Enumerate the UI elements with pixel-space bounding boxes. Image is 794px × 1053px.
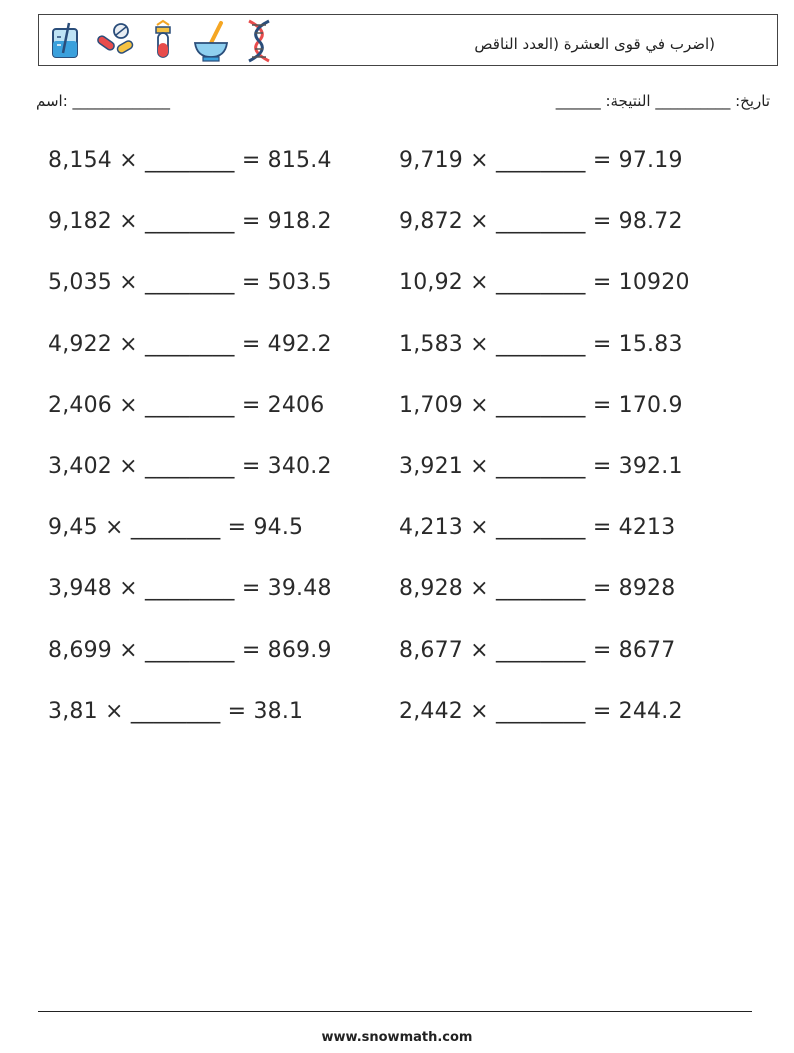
footer-divider: [38, 1011, 752, 1012]
problem-item: [48, 148, 332, 173]
answer-blank[interactable]: ________: [130, 698, 221, 724]
problem-operand: 2,442: [399, 698, 463, 724]
problem-item: [399, 270, 690, 295]
answer-blank[interactable]: ________: [145, 454, 235, 479]
problem-operand: 9,719: [399, 148, 463, 173]
times-sign: ×: [97, 515, 131, 541]
answer-blank[interactable]: ________: [145, 637, 235, 663]
equals-sign: =: [585, 454, 619, 479]
footer-url: www.snowmath.com: [321, 1030, 473, 1045]
problem-operand: 3,81: [48, 698, 98, 724]
problem-result: 8928: [618, 576, 676, 602]
times-sign: ×: [462, 576, 497, 602]
times-sign: ×: [462, 515, 497, 541]
mortar-pestle-icon: [191, 19, 231, 63]
problem-item: [48, 454, 332, 479]
answer-blank[interactable]: ________: [145, 270, 235, 296]
equals-sign: =: [585, 270, 619, 296]
beaker-icon: [47, 19, 87, 63]
problem-operand: 8,154: [48, 148, 112, 173]
pills-icon: [95, 19, 135, 63]
answer-blank[interactable]: ________: [496, 637, 586, 663]
equals-sign: =: [234, 576, 268, 602]
equals-sign: =: [585, 392, 619, 418]
problem-item: [399, 148, 683, 173]
date-score-field: ______ :تاريخ: __________ النتيجة: [555, 92, 770, 110]
problem-operand: 1,709: [399, 392, 463, 418]
times-sign: ×: [97, 698, 131, 724]
times-sign: ×: [462, 698, 497, 724]
equals-sign: =: [585, 515, 619, 541]
equals-sign: =: [234, 637, 268, 663]
problem-result: 4213: [618, 515, 676, 541]
times-sign: ×: [111, 576, 146, 602]
problem-result: 10920: [618, 270, 690, 296]
problem-result: 392.1: [618, 454, 683, 479]
problem-operand: 4,213: [399, 515, 463, 541]
answer-blank[interactable]: ________: [496, 148, 586, 173]
times-sign: ×: [462, 148, 497, 173]
problem-item: [399, 332, 683, 357]
times-sign: ×: [462, 209, 497, 235]
equals-sign: =: [220, 698, 254, 724]
equals-sign: =: [585, 209, 619, 235]
answer-blank[interactable]: ________: [496, 454, 586, 479]
problem-item: [48, 515, 303, 540]
problem-item: [399, 699, 683, 724]
times-sign: ×: [462, 331, 497, 357]
times-sign: ×: [111, 637, 146, 663]
problem-result: 492.2: [267, 331, 332, 357]
problem-item: [399, 454, 683, 479]
problem-operand: 10,92: [399, 270, 463, 296]
problem-result: 98.72: [618, 209, 683, 235]
problem-operand: 9,45: [48, 515, 98, 541]
times-sign: ×: [111, 209, 146, 235]
times-sign: ×: [462, 454, 497, 479]
equals-sign: =: [234, 331, 268, 357]
equals-sign: =: [585, 698, 619, 724]
problem-result: 340.2: [267, 454, 332, 479]
problem-result: 918.2: [267, 209, 332, 235]
problem-item: [399, 209, 683, 234]
answer-blank[interactable]: ________: [145, 331, 235, 357]
problem-operand: 8,928: [399, 576, 463, 602]
answer-blank[interactable]: ________: [496, 331, 586, 357]
dna-icon: [239, 19, 279, 63]
answer-blank[interactable]: ________: [496, 698, 586, 724]
answer-blank[interactable]: ________: [145, 209, 235, 235]
times-sign: ×: [111, 148, 146, 173]
problem-item: [48, 332, 332, 357]
times-sign: ×: [111, 270, 146, 296]
problem-result: 8677: [618, 637, 676, 663]
icon-strip: [47, 19, 279, 63]
equals-sign: =: [234, 209, 268, 235]
equals-sign: =: [234, 392, 268, 418]
answer-blank[interactable]: ________: [145, 148, 235, 173]
problem-result: 38.1: [253, 698, 304, 724]
times-sign: ×: [462, 270, 497, 296]
equals-sign: =: [585, 148, 619, 173]
problem-operand: 1,583: [399, 331, 463, 357]
problem-result: 97.19: [618, 148, 683, 173]
problem-result: 94.5: [253, 515, 304, 541]
answer-blank[interactable]: ________: [145, 392, 235, 418]
header-box: [38, 14, 778, 66]
problem-item: [48, 393, 324, 418]
problem-operand: 3,948: [48, 576, 112, 602]
problem-item: [399, 576, 675, 601]
problem-operand: 8,677: [399, 637, 463, 663]
problem-operand: 5,035: [48, 270, 112, 296]
problem-operand: 3,921: [399, 454, 463, 479]
problem-operand: 9,182: [48, 209, 112, 235]
equals-sign: =: [234, 454, 268, 479]
problem-result: 2406: [267, 392, 325, 418]
problem-result: 869.9: [267, 637, 332, 663]
equals-sign: =: [220, 515, 254, 541]
problem-item: [399, 638, 675, 663]
worksheet-title: (اضرب في قوى العشرة (العدد الناقص: [474, 35, 715, 53]
problem-result: 503.5: [267, 270, 332, 296]
answer-blank[interactable]: ________: [496, 392, 586, 418]
problem-item: [48, 209, 332, 234]
problem-operand: 4,922: [48, 331, 112, 357]
problem-result: 815.4: [267, 148, 332, 173]
problem-operand: 3,402: [48, 454, 112, 479]
problem-result: 170.9: [618, 392, 683, 418]
equals-sign: =: [585, 637, 619, 663]
equals-sign: =: [234, 270, 268, 296]
answer-blank[interactable]: ________: [496, 576, 586, 602]
problem-item: [399, 393, 683, 418]
times-sign: ×: [111, 392, 146, 418]
equals-sign: =: [234, 148, 268, 173]
answer-blank[interactable]: ________: [496, 209, 586, 235]
problem-result: 15.83: [618, 331, 683, 357]
answer-blank[interactable]: ________: [145, 576, 235, 602]
equals-sign: =: [585, 576, 619, 602]
answer-blank[interactable]: ________: [130, 515, 221, 541]
problem-item: [48, 638, 332, 663]
name-field: اسم: _____________: [36, 92, 171, 110]
answer-blank[interactable]: ________: [496, 270, 586, 296]
answer-blank[interactable]: ________: [496, 515, 586, 541]
times-sign: ×: [462, 392, 497, 418]
problem-result: 39.48: [267, 576, 332, 602]
equals-sign: =: [585, 331, 619, 357]
test-tube-icon: [143, 19, 183, 63]
times-sign: ×: [111, 454, 146, 479]
problem-operand: 2,406: [48, 392, 112, 418]
problem-item: [399, 515, 675, 540]
problem-item: [48, 576, 332, 601]
problem-item: [48, 699, 303, 724]
problem-result: 244.2: [618, 698, 683, 724]
times-sign: ×: [111, 331, 146, 357]
problem-operand: 9,872: [399, 209, 463, 235]
problem-operand: 8,699: [48, 637, 112, 663]
times-sign: ×: [462, 637, 497, 663]
problem-item: [48, 270, 332, 295]
